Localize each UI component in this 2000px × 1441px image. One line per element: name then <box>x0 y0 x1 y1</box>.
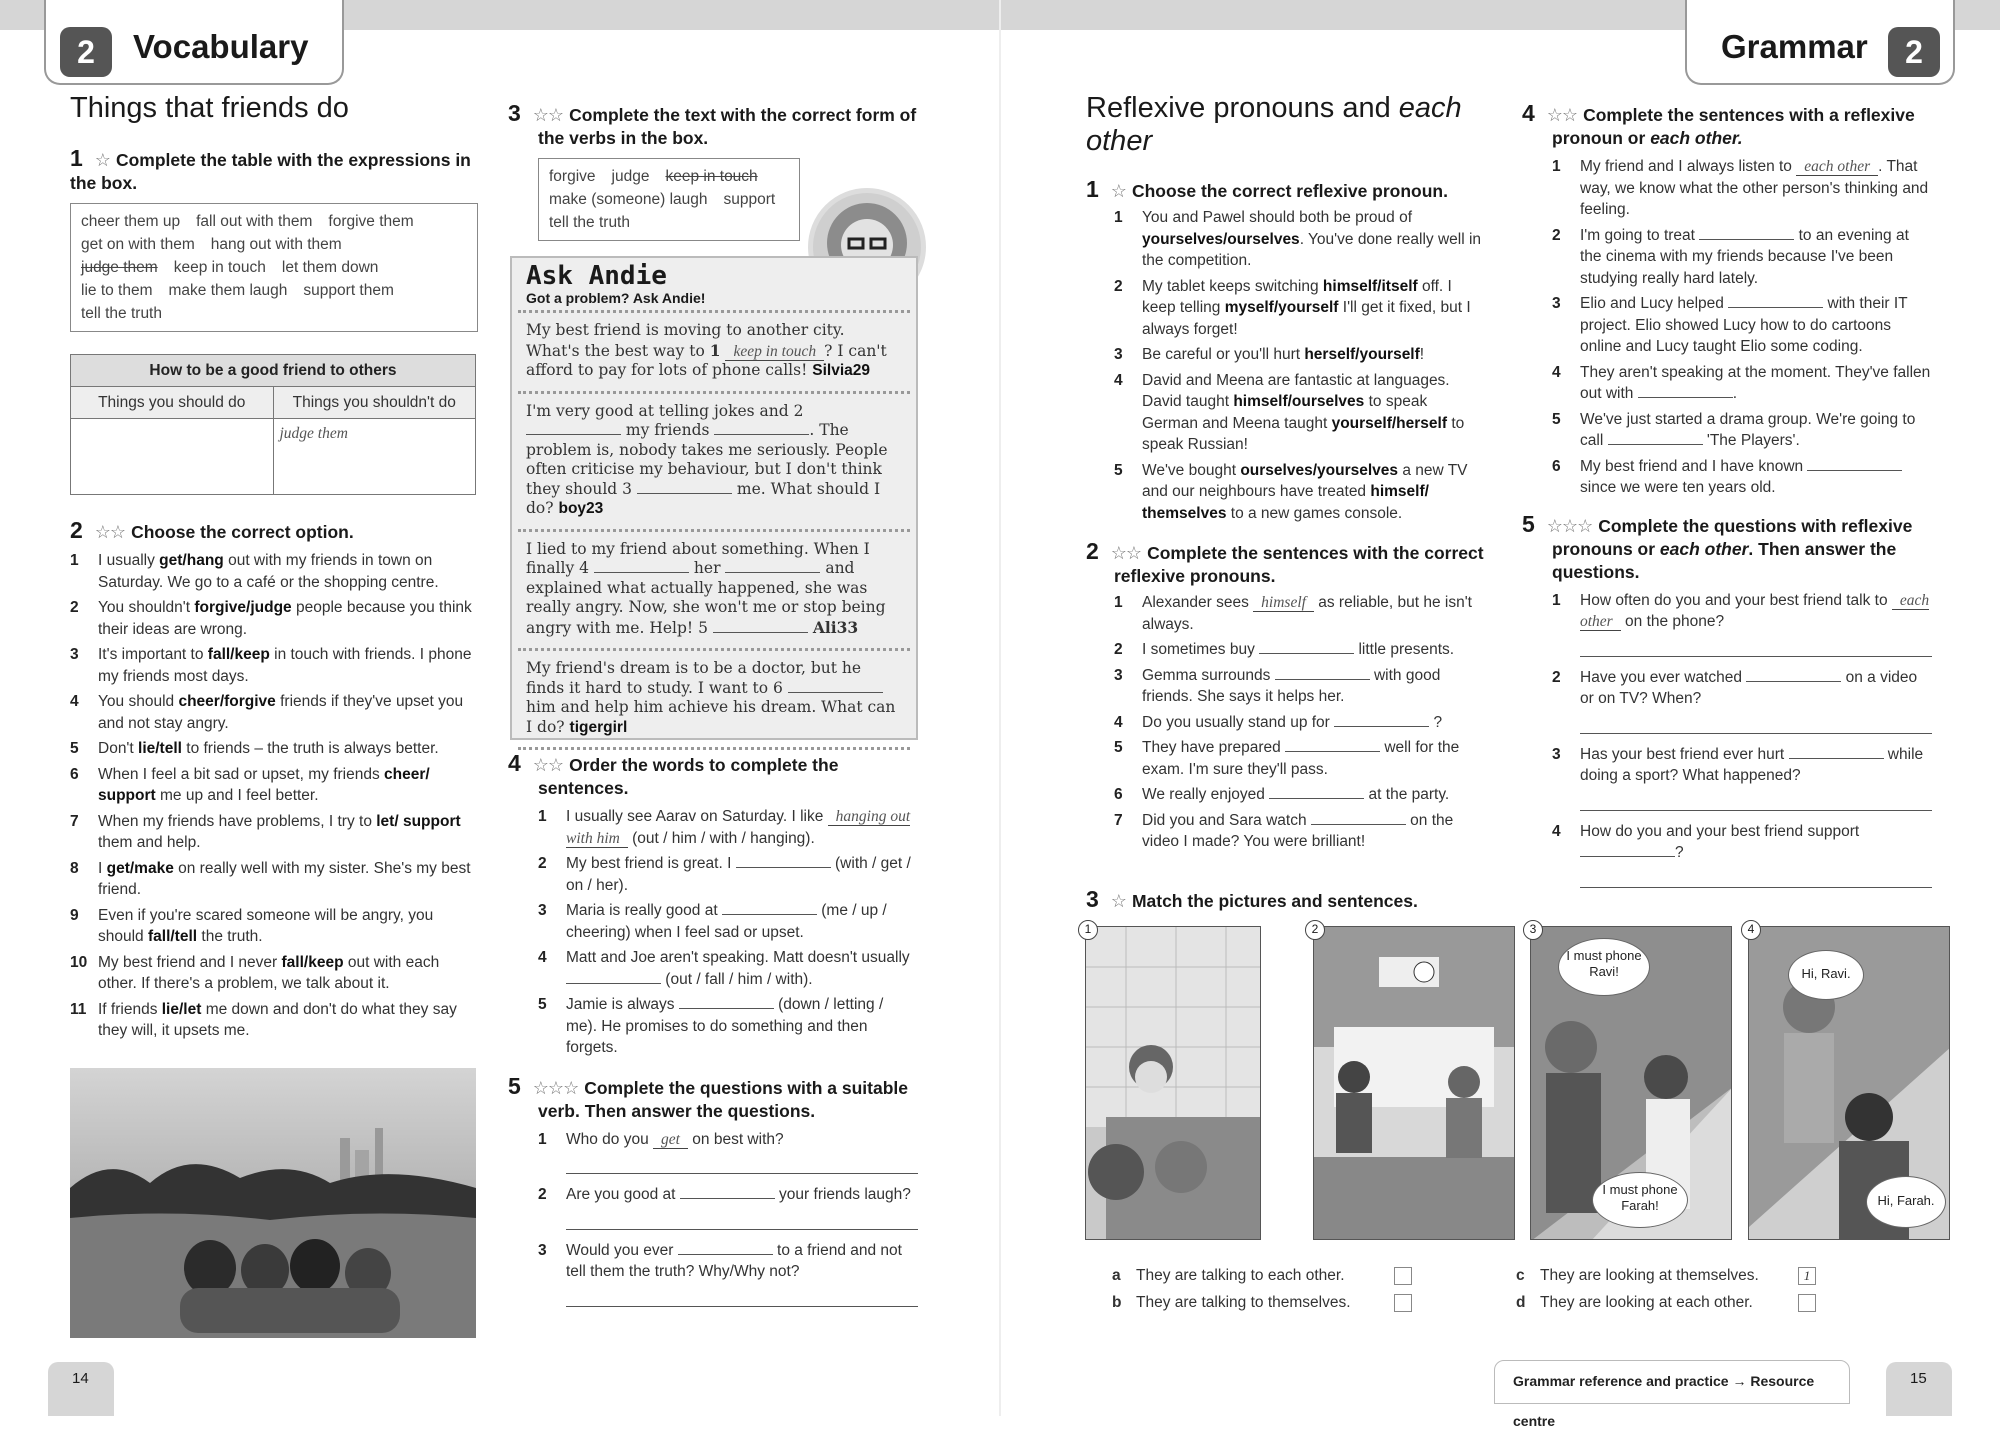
match-options-left <box>1112 1262 1412 1316</box>
list-item: 2 You shouldn't forgive/judge people because you think their ideas are wrong. <box>70 599 472 638</box>
ex3-heading: 3 ☆ Match the pictures and sentences. <box>1086 886 1418 912</box>
answer-line[interactable] <box>566 1154 918 1174</box>
answer-line[interactable] <box>566 1210 918 1230</box>
list-item: 5 Jamie is always (down / letting / me). He promises to do something and then forgets. <box>538 996 884 1056</box>
list-item: 5 They have prepared well for the exam. I'm sure they'll pass. <box>1114 739 1460 778</box>
ex2-heading: 2 ☆☆ Choose the correct option. <box>70 517 354 543</box>
ex2-heading: 2 ☆☆ Complete the sentences with the correct reflexive pronouns. <box>1086 538 1484 586</box>
list-item: 3 Be careful or you'll hurt herself/yourself! <box>1114 346 1425 363</box>
option-b: b They are talking to themselves. <box>1112 1289 1412 1316</box>
star-icon: ☆☆ <box>532 105 564 125</box>
list-item: 2 My tablet keeps switching himself/itself off. I keep telling myself/yourself I'll get it fixed, but I always forget! <box>1114 277 1471 338</box>
list-item: 1 I usually see Aarav on Saturday. I like hanging out with him (out / him / with / hanging). <box>538 808 911 847</box>
page-gutter <box>999 0 1001 1416</box>
list-item: 6 When I feel a bit sad or upset, my friends cheer/ support me up and I feel better. <box>70 765 430 804</box>
list-item: 4 Matt and Joe aren't speaking. Matt doesn't usually (out / fall / him / with). <box>538 949 910 988</box>
word-box: forgive judge keep in touch make (someone) laugh support tell the truth <box>538 158 800 241</box>
list-item: 5 Don't lie/tell to friends – the truth is always better. <box>70 740 439 757</box>
left-column-2-lower <box>508 750 918 1317</box>
word-box: cheer them up fall out with them forgive them get on with them hang out with them judge them keep in touch let them down lie to them make them laugh support them tell the truth <box>70 203 478 332</box>
list-item: 3 Has your best friend ever hurt while doing a sport? What happened? <box>1552 745 1924 784</box>
panel-number: 2 <box>1305 920 1325 940</box>
star-icon: ☆ <box>1110 891 1126 911</box>
friends-photo <box>70 1068 476 1338</box>
answer-line[interactable] <box>1580 714 1932 734</box>
ask-andie-title: Ask Andie <box>526 261 667 291</box>
ex4-heading: 4 ☆☆ Order the words to complete the sentences. <box>508 750 839 798</box>
answer-checkbox[interactable] <box>1798 1294 1816 1312</box>
list-item: 11 If friends lie/let me down and don't do what they say they will, it upsets me. <box>70 1000 457 1039</box>
answer-line[interactable] <box>1580 868 1932 888</box>
list-item: 5 We've bought ourselves/yourselves a new TV and our neighbours have treated himself/ themselves to a new games console. <box>1114 461 1468 522</box>
list-item: 3 It's important to fall/keep in touch with friends. I phone my friends most days. <box>70 646 472 685</box>
list-item: 4 David and Meena are fantastic at languages. David taught himself/ourselves to speak German and Meena taught yourself/herself to speak Russian! <box>1114 371 1465 453</box>
table-title: How to be a good friend to others <box>71 355 476 387</box>
list-item: 7 Did you and Sara watch on the video I made? You were brilliant! <box>1114 811 1454 850</box>
panel-number: 4 <box>1741 920 1761 940</box>
ex4-heading: 4 ☆☆ Complete the sentences with a reflexive pronoun or each other. <box>1522 100 1915 148</box>
list-item: 1 Alexander sees himself as reliable, but he isn't always. <box>1114 594 1472 633</box>
list-item: 1 My friend and I always listen to each other . That way, we know what the other person's thinking and feeling. <box>1552 158 1929 218</box>
list-item: 1 I usually get/hang out with my friends in town on Saturday. We go to a café or the shopping centre. <box>70 552 439 591</box>
letter-1: My best friend is moving to another city. What's the best way to 1 keep in touch ? I can't afford to pay for lots of phone calls! Silvia29 <box>518 313 910 394</box>
left-column-1 <box>70 92 478 1046</box>
list-item: 4 They aren't speaking at the moment. They've fallen out with . <box>1552 363 1931 402</box>
right-column-1 <box>1086 92 1486 857</box>
ask-andie-panel <box>510 256 918 740</box>
list-item: 5 We've just started a drama group. We're going to call 'The Players'. <box>1552 410 1916 449</box>
grammar-tab <box>1685 0 1955 85</box>
speech-bubble: Hi, Ravi. <box>1788 950 1864 1000</box>
topic-title: Reflexive pronouns and each other <box>1086 92 1462 157</box>
page-number-left: 14 <box>48 1362 114 1416</box>
list-item: 1 You and Pawel should both be proud of yourselves/ourselves. You've done really well in the competition. <box>1114 209 1482 269</box>
list-item: 4 Do you usually stand up for ? <box>1114 713 1443 731</box>
list-item: 7 When my friends have problems, I try to let/ support them and help. <box>70 812 461 851</box>
speech-bubble: Hi, Farah. <box>1866 1176 1946 1228</box>
list-item: 2 My best friend is great. I (with / get / on / her). <box>538 855 911 894</box>
answer-line[interactable] <box>566 1287 918 1307</box>
list-item: 4 How do you and your best friend support ? <box>1552 822 1860 861</box>
match-options-right <box>1516 1262 1816 1316</box>
table-col-2: Things you shouldn't do <box>273 387 476 419</box>
list-item: 1 Who do you get on best with? <box>538 1130 784 1148</box>
answer-line[interactable] <box>1580 637 1932 657</box>
answer-checkbox[interactable]: 1 <box>1798 1267 1816 1285</box>
panel-number: 1 <box>1078 920 1098 940</box>
list-item: 3 Maria is really good at (me / up / cheering) when I feel sad or upset. <box>538 902 887 941</box>
list-item: 3 Would you ever to a friend and not tell them the truth? Why/Why not? <box>538 1241 902 1280</box>
star-icon: ☆☆ <box>1546 105 1578 125</box>
section-title: Grammar <box>1721 28 1868 65</box>
table-example-answer: judge them <box>279 425 348 442</box>
table-col-1: Things you should do <box>71 387 274 419</box>
right-column-2 <box>1522 100 1932 898</box>
speech-bubble: I must phone Farah! <box>1592 1172 1688 1228</box>
list-item: 10 My best friend and I never fall/keep out with each other. If there's a problem, we talk about it. <box>70 953 440 992</box>
star-icon: ☆ <box>94 150 110 170</box>
ex5-heading: 5 ☆☆☆ Complete the questions with reflexive pronouns or each other. Then answer the questions. <box>1522 510 1913 582</box>
answer-checkbox[interactable] <box>1394 1267 1412 1285</box>
resource-centre-link[interactable]: Grammar reference and practice → Resource centre <box>1494 1360 1850 1404</box>
topic-title: Things that friends do <box>70 92 349 124</box>
list-item: 2 Have you ever watched on a video or on TV? When? <box>1552 668 1918 707</box>
ex3-heading: 3 ☆☆ Complete the text with the correct form of the verbs in the box. <box>508 100 917 148</box>
list-item: 3 Elio and Lucy helped with their IT project. Elio showed Lucy how to do cartoons online and Lucy taught Elio some coding. <box>1552 295 1908 355</box>
star-icon: ☆ <box>1110 181 1126 201</box>
letter-3: I lied to my friend about something. When I finally 4 her and explained what actually happened, she was really angry. Now, she won't me or stop being angry with me. Help! 5 Ali33 <box>518 532 910 652</box>
letter-2: I'm very good at telling jokes and 2 my friends . The problem is, nobody takes me seriously. People often criticise my behaviour, but I don't think they should 3 me. What should I do? boy23 <box>518 394 910 532</box>
letter-4: My friend's dream is to be a doctor, but he finds it hard to study. I want to 6 him and help him achieve his dream. What can I do? tigergirl <box>518 651 910 750</box>
unit-number-badge: 2 <box>60 27 112 77</box>
answer-line[interactable] <box>1580 791 1932 811</box>
page-number-right: 15 <box>1886 1362 1952 1416</box>
list-item: 8 I get/make on really well with my sister. She's my best friend. <box>70 859 471 898</box>
answer-checkbox[interactable] <box>1394 1294 1412 1312</box>
ex5-heading: 5 ☆☆☆ Complete the questions with a suitable verb. Then answer the questions. <box>508 1072 909 1121</box>
list-item: 2 I sometimes buy little presents. <box>1114 641 1455 658</box>
picture-panel-1 <box>1085 926 1261 1240</box>
star-icon: ☆☆ <box>532 755 564 775</box>
section-title: Vocabulary <box>133 28 309 65</box>
list-item: 1 How often do you and your best friend talk to each other on the phone? <box>1552 591 1930 630</box>
option-a: a They are talking to each other. <box>1112 1262 1412 1289</box>
ex1-heading: 1 ☆ Choose the correct reflexive pronoun. <box>1086 176 1448 202</box>
vocabulary-tab <box>44 0 344 85</box>
star-icon: ☆☆ <box>94 522 126 542</box>
list-item: 4 You should cheer/forgive friends if they've upset you and not stay angry. <box>70 693 464 732</box>
option-d: d They are looking at each other. <box>1516 1289 1816 1316</box>
list-item: 9 Even if you're scared someone will be angry, you should fall/tell the truth. <box>70 906 434 945</box>
panel-number: 3 <box>1523 920 1543 940</box>
list-item: 6 We really enjoyed at the party. <box>1114 786 1450 803</box>
speech-bubble: I must phone Ravi! <box>1558 938 1650 996</box>
star-icon: ☆☆☆ <box>1546 515 1593 536</box>
picture-panel-2 <box>1313 926 1515 1240</box>
ex1-heading: 1 ☆ Complete the table with the expressions in the box. <box>70 145 471 193</box>
unit-number-badge: 2 <box>1888 27 1940 77</box>
ask-andie-subtitle: Got a problem? Ask Andie! <box>518 290 910 313</box>
list-item: 3 Gemma surrounds with good friends. She says it helps her. <box>1114 666 1441 705</box>
friend-table <box>70 354 476 495</box>
list-item: 2 I'm going to treat to an evening at the cinema with my friends because I've been studying really hard lately. <box>1552 226 1909 287</box>
list-item: 2 Are you good at your friends laugh? <box>538 1186 911 1203</box>
option-c: c They are looking at themselves. 1 <box>1516 1262 1816 1289</box>
star-icon: ☆☆ <box>1110 543 1142 563</box>
list-item: 6 My best friend and I have known since we were ten years old. <box>1552 456 1932 499</box>
star-icon: ☆☆☆ <box>532 1077 579 1098</box>
